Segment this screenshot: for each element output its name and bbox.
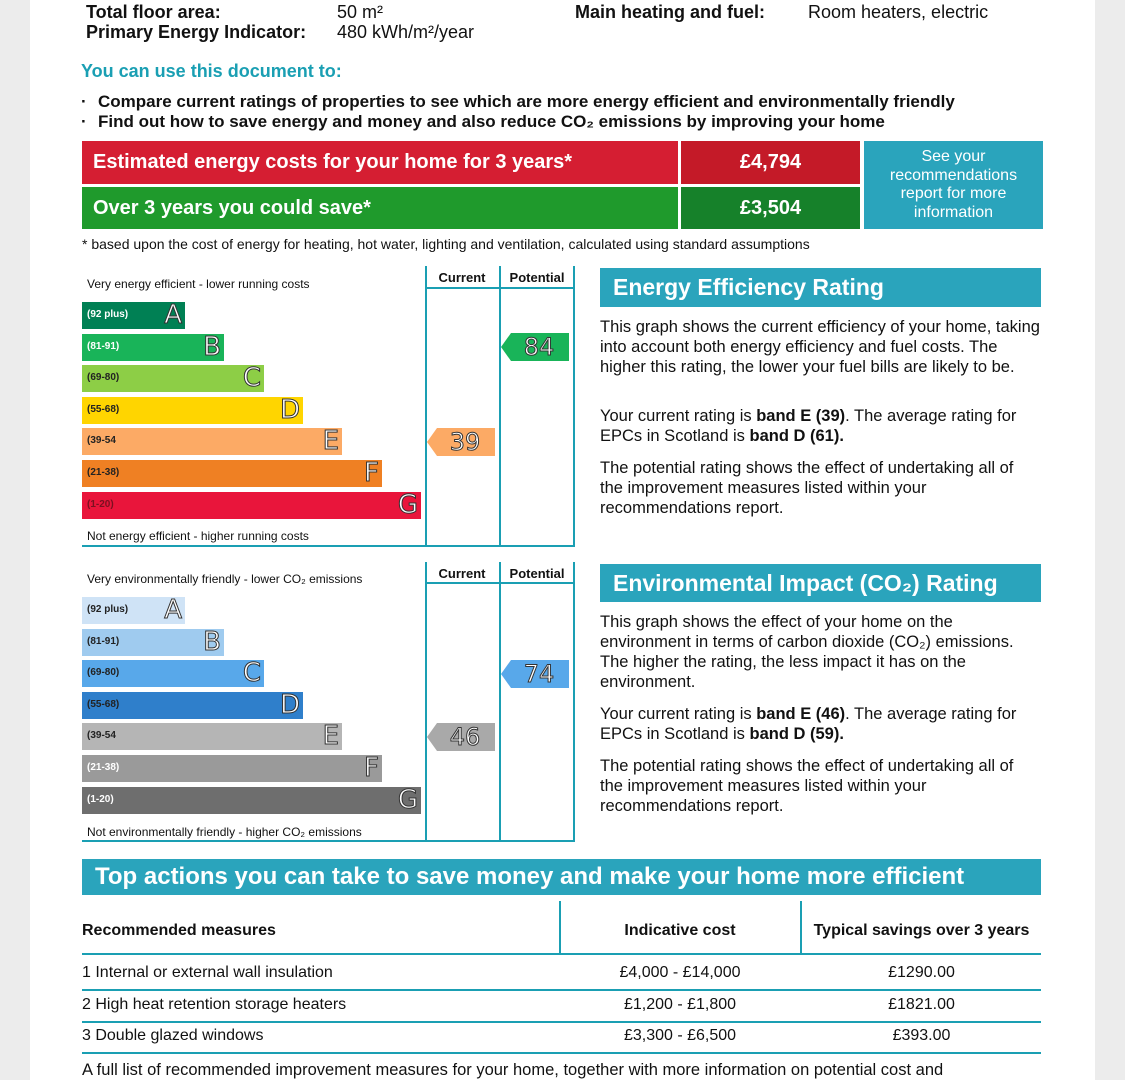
estimated-costs-value: £4,794 [681,141,860,184]
band-range: (69-80) [87,372,120,384]
bullet-1-text: Compare current ratings of properties to see which are more energy efficient and environmentally friendly [98,92,955,111]
eer-heading: Energy Efficiency Rating [600,268,1041,307]
table-row-rule [82,1052,1041,1054]
save-label: Over 3 years you could save* [82,187,678,229]
cost-cell: £3,300 - £6,500 [623,1027,737,1044]
env-col-potential: Potential [509,566,565,581]
floor-area-value: 50 m² [337,2,384,22]
see-recommendations-box: See your recommendations report for more information [864,141,1043,229]
env-header-rule [425,582,575,584]
savings-cell: £1821.00 [888,995,955,1013]
band-g [82,784,421,815]
energy-col-current: Current [438,270,486,285]
band-range: (55-68) [87,698,120,710]
band-b [82,331,224,362]
actions-footer: A full list of recommended improvement measures for your home, together with more information on potential cost and [82,1061,944,1079]
bullet-1: · Compare current ratings of properties to see which are more energy efficient and environmentally friendly [81,92,955,111]
band-letter: A [164,300,182,330]
use-doc-heading: You can use this document to: [81,61,342,81]
eer-p3: The potential rating shows the effect of undertaking all of the improvement measures listed within your recommendations report. [600,459,1014,517]
potential-rating-value: 84 [523,333,555,362]
table-row-rule [82,1021,1041,1023]
savings-cell: £393.00 [892,1027,951,1044]
pei-value: 480 kWh/m²/year [337,22,475,42]
eer-p1: This graph shows the current efficiency of your home, taking into account both energy efficiency and fuel costs. The higher this rating, the lower your fuel bills are likely to be. [600,318,1040,376]
pei-label: Primary Energy Indicator: [86,22,307,42]
band-letter: C [242,363,261,394]
env-top-caption: Very environmentally friendly - lower CO₂ emissions [87,572,363,586]
heating-value: Room heaters, electric [808,2,989,22]
band-letter: E [322,721,339,752]
band-letter: G [397,489,418,520]
band-letter: E [322,426,339,457]
energy-divider-3 [573,266,575,547]
band-e [82,723,342,750]
current-rating-arrow [427,428,497,456]
env-bottom-rule [82,840,575,842]
estimated-costs-label: Estimated energy costs for your home for 3 years* [82,141,678,184]
energy-top-caption: Very energy efficient - lower running costs [87,277,310,291]
heating-label: Main heating and fuel: [575,2,766,22]
eir-heading: Environmental Impact (CO₂) Rating [600,564,1041,602]
bullet-2: · Find out how to save energy and money and also reduce CO₂ emissions by improving your home [81,112,885,131]
band-range: (21-38) [87,467,120,478]
savings-cell: £1290.00 [888,964,955,981]
band-range: (39-54 [87,730,116,742]
potential-rating-arrow [501,333,571,361]
band-letter: F [364,753,379,783]
current-rating-value: 39 [449,427,481,456]
floor-area-label: Total floor area: [86,2,221,22]
measure-cell: 3 Double glazed windows [82,1027,264,1044]
band-range: (39-54 [87,435,116,447]
band-range: (92 plus) [87,309,129,320]
band-d [82,394,303,425]
band-range: (55-68) [87,403,120,415]
col-cost: Indicative cost [624,922,736,939]
band-b [82,626,224,657]
band-a [82,302,185,329]
save-value: £3,504 [681,187,860,229]
current-rating-arrow [427,723,497,751]
band-d [82,689,303,720]
actions-heading: Top actions you can take to save money and make your home more efficient [82,859,1041,895]
table-row-rule [82,989,1041,991]
energy-col-potential: Potential [509,270,565,285]
tbl-header-rule [82,953,1041,955]
band-range: (69-80) [87,667,120,679]
band-letter: A [164,595,182,625]
current-rating-value: 46 [449,722,481,751]
tbl-divider-2 [800,901,802,953]
energy-divider-1 [425,266,427,547]
band-letter: G [397,784,418,815]
band-f [82,460,382,487]
energy-divider-2 [499,266,501,547]
cost-cell: £1,200 - £1,800 [623,995,737,1013]
band-c [82,365,264,392]
env-divider-1 [425,562,427,842]
measure-cell: 1 Internal or external wall insulation [82,964,333,981]
tbl-divider-1 [559,901,561,953]
eir-p1: This graph shows the effect of your home on the environment in terms of carbon dioxide (CO₂) emissions. The higher the rating, the less impact it has on the environment. [600,613,1014,691]
band-letter: B [203,626,221,657]
band-a [82,597,185,624]
band-range: (81-91) [87,635,120,647]
potential-rating-value: 74 [523,659,555,688]
env-bottom-caption: Not environmentally friendly - higher CO₂ emissions [87,825,362,839]
band-letter: C [242,658,261,689]
cost-footnote: * based upon the cost of energy for heating, hot water, lighting and ventilation, calculated using standard assumptions [82,236,810,252]
epc-page [30,0,1095,1080]
band-range: (81-91) [87,340,120,352]
band-letter: F [364,458,379,488]
band-letter: B [203,331,221,362]
potential-rating-arrow [501,660,571,688]
band-e [82,428,342,455]
col-savings: Typical savings over 3 years [813,922,1030,939]
env-col-current: Current [438,566,486,581]
cost-cell: £4,000 - £14,000 [619,964,741,981]
band-range: (1-20) [87,498,114,510]
measure-cell: 2 High heat retention storage heaters [82,995,347,1013]
band-letter: D [279,689,300,720]
energy-bottom-caption: Not energy efficient - higher running costs [87,529,309,543]
bullet-2-text: Find out how to save energy and money and also reduce CO₂ emissions by improving your home [98,112,885,131]
eir-p2: Your current rating is band E (46). The average rating for EPCs in Scotland is band D (59). [600,705,1017,743]
col-measures: Recommended measures [82,922,276,939]
band-range: (1-20) [87,793,114,805]
energy-header-rule [425,287,575,289]
energy-bottom-rule [82,545,575,547]
band-c [82,660,264,687]
env-divider-3 [573,562,575,842]
env-divider-2 [499,562,501,842]
eer-p2: Your current rating is band E (39). The average rating for EPCs in Scotland is band D (61). [600,407,1017,445]
eir-p3: The potential rating shows the effect of undertaking all of the improvement measures listed within your recommendations report. [600,757,1014,815]
band-g [82,489,421,520]
band-range: (21-38) [87,762,120,773]
band-range: (92 plus) [87,604,129,615]
band-letter: D [279,394,300,425]
band-f [82,755,382,782]
